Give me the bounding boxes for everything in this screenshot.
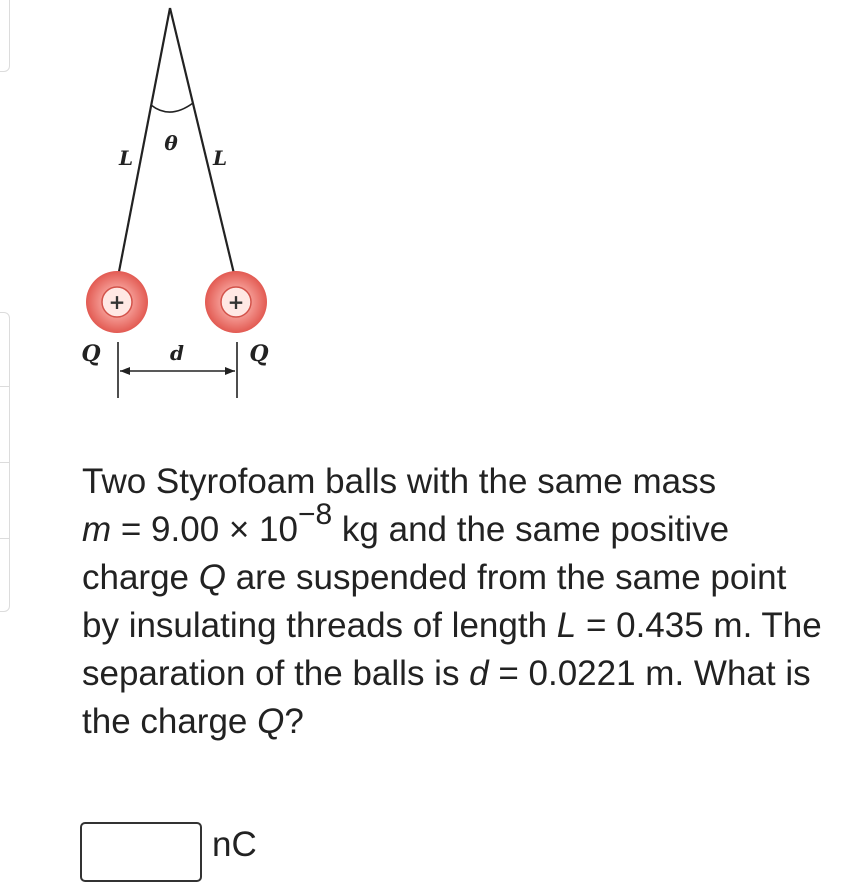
answer-input[interactable] xyxy=(80,822,202,882)
mass-equation: = 9.00 × 10 xyxy=(111,510,298,549)
right-thread xyxy=(170,8,236,282)
length-value: = 0.435 m. The separation of the balls is xyxy=(82,606,822,693)
left-edge-divider xyxy=(0,538,9,539)
mass-exponent: −8 xyxy=(297,498,333,532)
question-variable: Q xyxy=(257,702,285,741)
mass-tail: kg and the same positive charge xyxy=(82,510,730,597)
right-length-label: L xyxy=(212,146,228,170)
charge-variable: Q xyxy=(198,558,226,597)
left-length-label: L xyxy=(118,146,134,170)
mass-variable: m xyxy=(82,510,112,549)
separation-label: d xyxy=(170,341,184,365)
right-charge-label: Q xyxy=(249,341,269,367)
separation-value: = 0.0221 m. What is the charge xyxy=(82,654,811,741)
angle-label: θ xyxy=(164,131,178,155)
angle-arc xyxy=(151,103,193,112)
left-edge-card-top xyxy=(0,0,10,72)
unit-label: nC xyxy=(212,825,257,864)
right-charged-ball xyxy=(205,271,267,333)
left-edge-divider xyxy=(0,386,9,387)
right-arrowhead xyxy=(225,367,235,375)
problem-intro: Two Styrofoam balls with the same mass xyxy=(82,462,717,501)
length-variable: L xyxy=(556,606,577,645)
left-edge-divider xyxy=(0,462,9,463)
separation-variable: d xyxy=(469,654,489,693)
problem-middle: are suspended from the same point by insulating threads of length xyxy=(82,558,787,645)
left-charged-ball xyxy=(86,271,148,333)
answer-row xyxy=(80,822,257,868)
left-charge-label: Q xyxy=(81,341,101,367)
problem-statement xyxy=(82,458,832,746)
left-thread xyxy=(117,8,170,282)
suspended-charges-figure xyxy=(60,0,290,410)
right-plus-sign: + xyxy=(227,290,245,314)
question-end: ? xyxy=(284,702,304,741)
left-arrowhead xyxy=(120,367,130,375)
left-plus-sign: + xyxy=(108,290,126,314)
